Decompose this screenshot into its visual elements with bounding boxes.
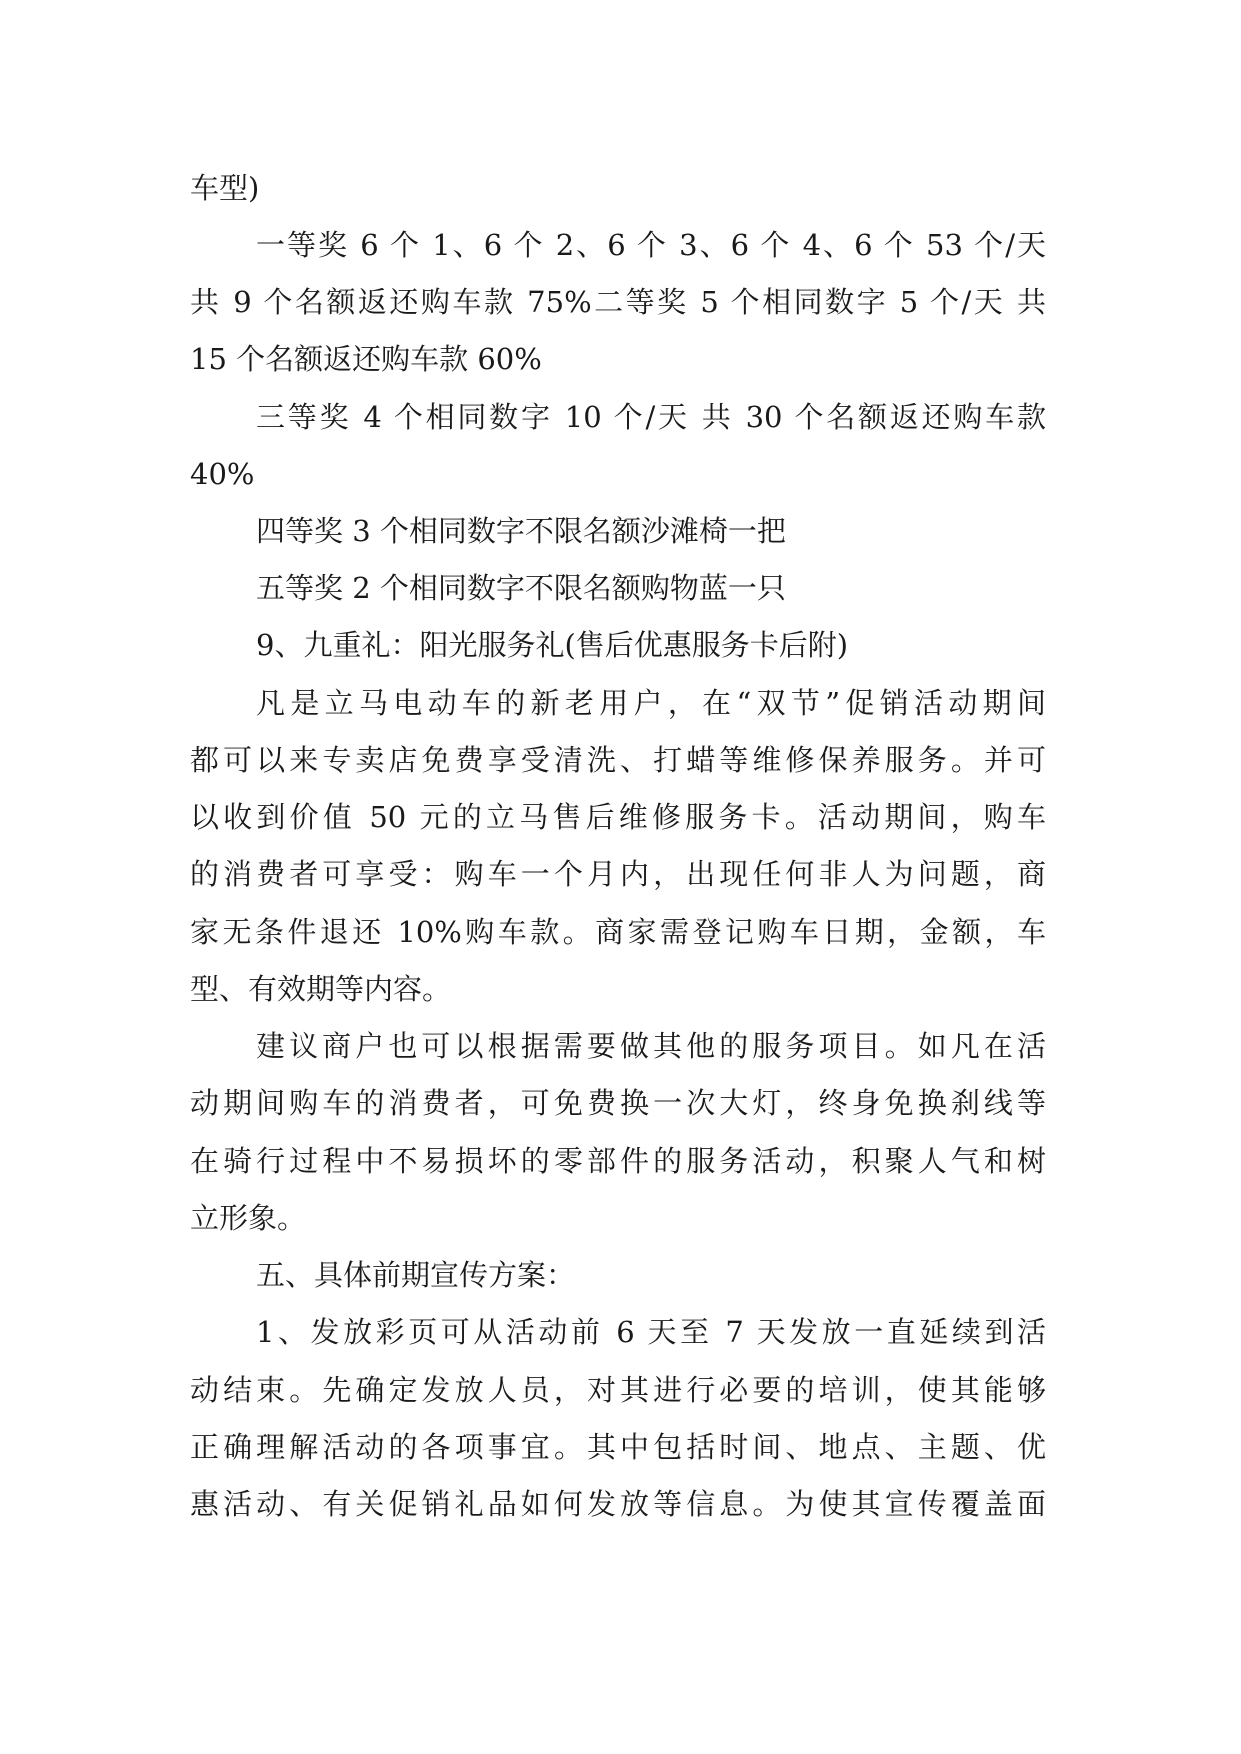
text-line: 车型) <box>190 171 260 205</box>
text-line: 家无条件退还 10%购车款。商家需登记购车日期，金额，车 <box>190 915 1046 949</box>
text-line: 型、有效期等内容。 <box>190 972 452 1006</box>
text-line: 正确理解活动的各项事宜。其中包括时间、地点、主题、优 <box>190 1430 1046 1464</box>
text-line: 40% <box>190 457 255 491</box>
text-line: 惠活动、有关促销礼品如何发放等信息。为使其宣传覆盖面 <box>190 1487 1046 1521</box>
text-line: 的消费者可享受：购车一个月内，出现任何非人为问题，商 <box>190 857 1046 891</box>
text-line: 共 9 个名额返还购车款 75%二等奖 5 个相同数字 5 个/天 共 <box>190 285 1046 319</box>
text-line: 1、发放彩页可从活动前 6 天至 7 天发放一直延续到活 <box>256 1315 1046 1349</box>
text-line: 动期间购车的消费者，可免费换一次大灯，终身免换刹线等 <box>190 1086 1046 1120</box>
text-line: 一等奖 6 个 1、6 个 2、6 个 3、6 个 4、6 个 53 个/天 <box>256 228 1046 262</box>
text-line: 15 个名额返还购车款 60% <box>190 342 542 376</box>
text-line: 都可以来专卖店免费享受清洗、打蜡等维修保养服务。并可 <box>190 743 1046 777</box>
text-line: 9、九重礼：阳光服务礼(售后优惠服务卡后附) <box>256 628 849 662</box>
text-line: 立形象。 <box>190 1201 307 1235</box>
text-line: 四等奖 3 个相同数字不限名额沙滩椅一把 <box>256 514 786 548</box>
text-line: 五等奖 2 个相同数字不限名额购物蓝一只 <box>256 571 786 605</box>
text-line: 凡是立马电动车的新老用户，在“双节”促销活动期间 <box>256 686 1046 720</box>
text-line: 动结束。先确定发放人员，对其进行必要的培训，使其能够 <box>190 1373 1046 1407</box>
text-line: 以收到价值 50 元的立马售后维修服务卡。活动期间，购车 <box>190 800 1046 834</box>
text-line: 在骑行过程中不易损坏的零部件的服务活动，积聚人气和树 <box>190 1144 1046 1178</box>
text-line: 建议商户也可以根据需要做其他的服务项目。如凡在活 <box>256 1029 1046 1063</box>
text-line: 五、具体前期宣传方案： <box>256 1258 576 1292</box>
text-line: 三等奖 4 个相同数字 10 个/天 共 30 个名额返还购车款 <box>256 400 1046 434</box>
